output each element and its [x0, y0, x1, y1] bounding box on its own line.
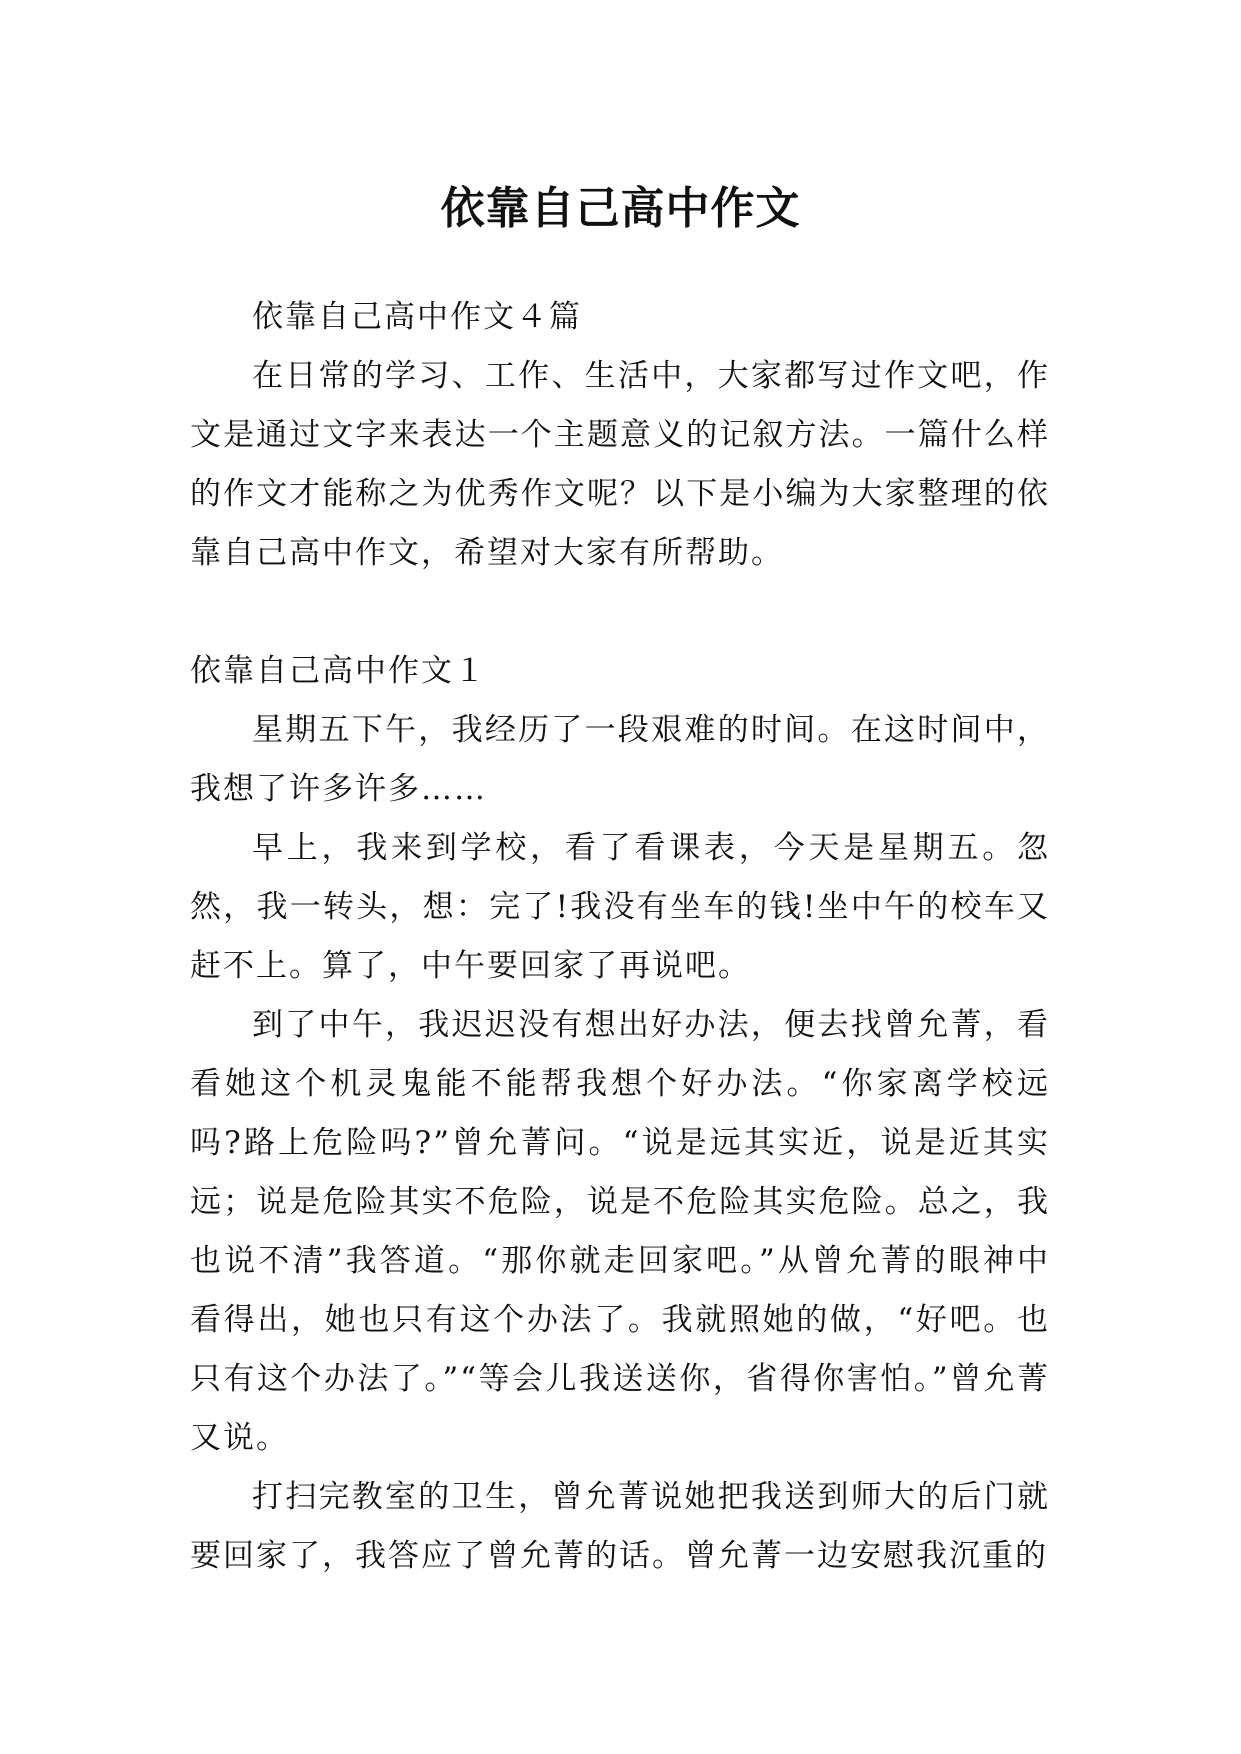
document-title: 依靠自己高中作文	[440, 183, 801, 235]
document-body	[190, 288, 1050, 1586]
intro-paragraph: 在日常的学习、工作、生活中，大家都写过作文吧，作文是通过文字来表达一个主题意义的记叙方法。一篇什么样的作文才能称之为优秀作文呢？以下是小编为大家整理的依靠自己高中作文，希望对大家有所帮助。	[190, 358, 1050, 571]
document-subtitle: 依靠自己高中作文４篇	[252, 299, 582, 335]
body-paragraph: 星期五下午，我经历了一段艰难的时间。在这时间中，我想了许多许多……	[190, 712, 1050, 807]
body-paragraph: 到了中午，我迟迟没有想出好办法，便去找曾允菁，看看她这个机灵鬼能不能帮我想个好办法。“你家离学校远吗?路上危险吗?”曾允菁问。“说是远其实近，说是近其实远；说是危险其实不危险，说是不危险其实危险。总之，我也说不清”我答道。“那你就走回家吧。”从曾允菁的眼神中看得出，她也只有这个办法了。我就照她的做，“好吧。也只有这个办法了。”“等会儿我送送你，省得你害怕。”曾允菁又说。	[190, 1007, 1050, 1456]
body-paragraph: 打扫完教室的卫生，曾允菁说她把我送到师大的后门就要回家了，我答应了曾允菁的话。曾允菁一边安慰我沉重的	[190, 1479, 1050, 1574]
body-paragraph: 早上，我来到学校，看了看课表，今天是星期五。忽然，我一转头，想：完了!我没有坐车的钱!坐中午的校车又赶不上。算了，中午要回家了再说吧。	[190, 830, 1050, 984]
section-title: 依靠自己高中作文１	[190, 653, 487, 689]
